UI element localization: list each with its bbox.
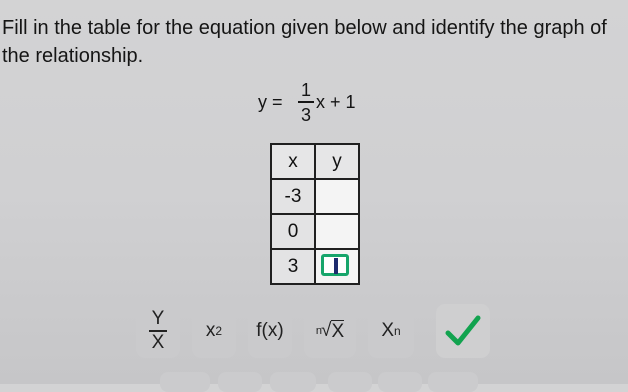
x-value: 0 [271,214,315,249]
fraction-numerator: 1 [300,80,311,100]
toolbar-button-cut-off[interactable] [328,372,372,392]
toolbar-button-cut-off[interactable] [218,372,262,392]
subscript-button[interactable] [368,304,414,358]
fraction-bar [298,101,314,103]
xy-table [270,143,360,285]
toolbar-button-cut-off[interactable] [270,372,316,392]
table-header-row [271,144,359,179]
question-prompt: Fill in the table for the equation given below and identify the graph of the relationship. [2,17,607,67]
check-answer-button[interactable] [436,304,490,358]
fraction-icon-top: Y [151,308,165,329]
y-input-active[interactable] [315,249,359,284]
toolbar-button-cut-off[interactable] [428,372,478,392]
x-value: -3 [271,179,315,214]
subscript-base: X [381,320,394,341]
equation-rhs: x + 1 [316,92,356,112]
function-button[interactable] [248,304,292,358]
y-input[interactable] [315,214,359,249]
fraction-icon-bottom: X [151,332,165,353]
table-row [271,179,359,214]
radical-icon: √ [321,320,332,341]
header-y: y [315,144,359,179]
exponent-button[interactable] [192,304,236,358]
checkmark-icon [443,313,483,349]
toolbar-button-cut-off[interactable] [160,372,210,392]
fraction-button[interactable] [136,304,180,358]
root-radicand: X [331,320,345,342]
toolbar-button-cut-off[interactable] [378,372,422,392]
equation-lhs: y = [258,92,283,112]
fraction-denominator: 3 [300,105,311,125]
table-row [271,214,359,249]
exponent-base: x [205,320,216,341]
root-index: n [315,325,322,337]
x-value: 3 [271,249,315,284]
exponent-power: 2 [215,324,223,338]
subscript-index: n [394,324,401,338]
text-cursor [334,258,338,274]
y-input[interactable] [315,179,359,214]
header-x: x [271,144,315,179]
table-row [271,249,359,284]
function-label: f(x) [256,320,284,341]
nth-root-button[interactable] [304,304,356,358]
equation-fraction [298,80,314,126]
